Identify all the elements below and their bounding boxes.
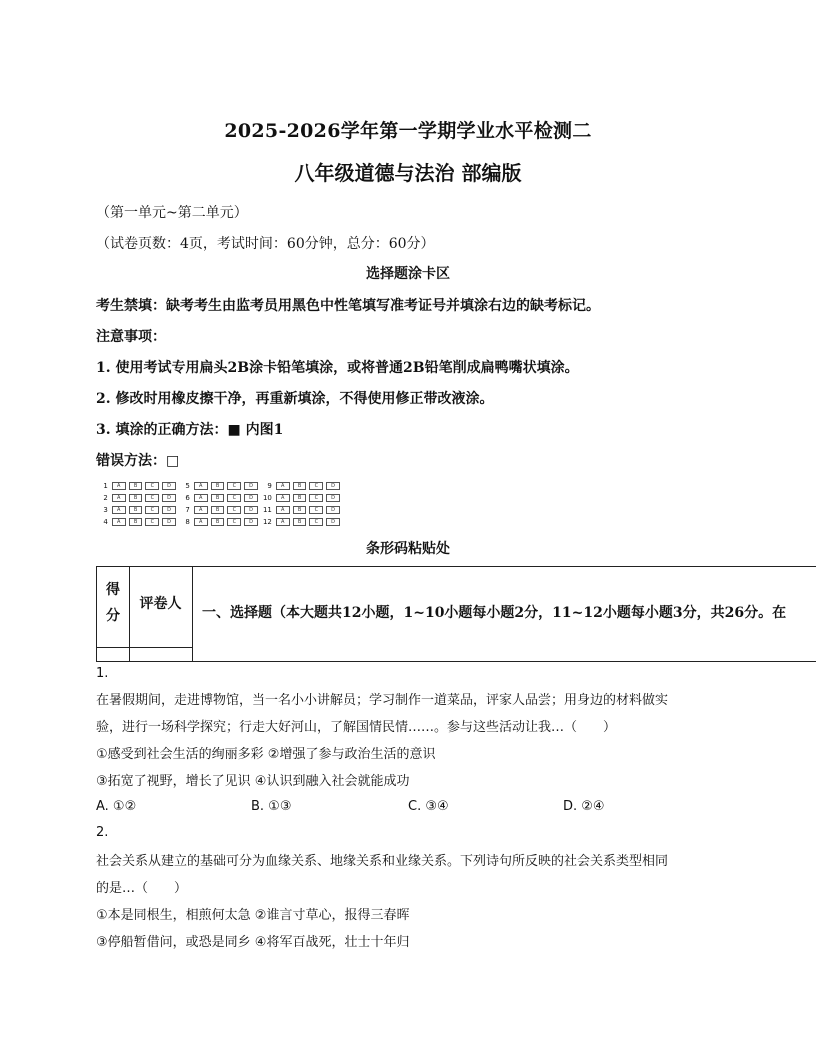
question-1-option-c[interactable]: C. ③④ [408, 799, 449, 814]
answer-bubble-a[interactable]: A [276, 518, 290, 526]
score-input-cell[interactable] [97, 648, 130, 662]
answer-bubble-d[interactable]: D [326, 506, 340, 514]
question-2-statement-1: ①本是同根生，相煎何太急 ②谁言寸草心，报得三春晖 [96, 908, 410, 923]
bubble-question-number: 10 [262, 493, 272, 502]
answer-bubble-c[interactable]: C [145, 482, 159, 490]
bubble-question [179, 482, 261, 490]
question-1-stem-line-2: 验，进行一场科学探究；行走大好河山，了解国情民情……。参与这些活动让我…（ ） [96, 720, 617, 735]
answer-bubble-c[interactable]: C [309, 494, 323, 502]
answer-bubble-b[interactable]: B [293, 494, 307, 502]
bubble-question-number: 9 [267, 481, 272, 490]
section-heading: 一、选择题（本大题共12小题，1~10小题每小题2分，11~12小题每小题3分，共26分。在 [202, 605, 787, 621]
barcode-label: 条形码粘贴处 [366, 541, 450, 557]
question-1-stem-line-1: 在暑假期间，走进博物馆，当一名小小讲解员；学习制作一道菜品，评家人品尝；用身边的材料做实 [96, 693, 669, 708]
question-1-option-d[interactable]: D. ②④ [563, 799, 605, 814]
bubble-grid-row [97, 480, 347, 491]
bubble-grid-row [97, 492, 347, 503]
bubble-question [261, 494, 343, 502]
answer-bubble-d[interactable]: D [162, 482, 176, 490]
bubble-question [97, 518, 179, 526]
bubble-question [261, 518, 343, 526]
answer-bubble-c[interactable]: C [145, 506, 159, 514]
answer-bubble-b[interactable]: B [129, 506, 143, 514]
bubble-question-number: 7 [185, 505, 190, 514]
answer-bubble-a[interactable]: A [112, 518, 126, 526]
question-2-statement-2: ③停船暂借问，或恐是同乡 ④将军百战死，壮士十年归 [96, 935, 410, 950]
bubble-question [261, 506, 343, 514]
bubble-question-number: 1 [103, 481, 108, 490]
wrong-method: 错误方法：□ [96, 453, 180, 469]
answer-bubble-c[interactable]: C [227, 482, 241, 490]
answer-bubble-b[interactable]: B [129, 482, 143, 490]
answer-bubble-b[interactable]: B [293, 506, 307, 514]
bubble-question-number: 12 [262, 517, 272, 526]
answer-bubble-d[interactable]: D [244, 494, 258, 502]
notes-title: 注意事项： [96, 329, 166, 345]
answer-area-label: 选择题涂卡区 [366, 266, 450, 282]
answer-bubble-b[interactable]: B [129, 518, 143, 526]
score-cell [97, 567, 130, 648]
answer-bubble-b[interactable]: B [211, 482, 225, 490]
absent-notice: 考生禁填：缺考考生由监考员用黑色中性笔填写准考证号并填涂右边的缺考标记。 [96, 298, 600, 314]
bubble-grid-row [97, 516, 347, 527]
bubble-question-number: 6 [185, 493, 190, 502]
note-1: 1. 使用考试专用扁头2B涂卡铅笔填涂，或将普通2B铅笔削成扁鸭嘴状填涂。 [96, 360, 579, 376]
question-2-stem-line-1: 社会关系从建立的基础可分为血缘关系、地缘关系和业缘关系。下列诗句所反映的社会关系类型相同 [96, 854, 669, 869]
answer-bubble-c[interactable]: C [145, 494, 159, 502]
exam-title: 2025-2026学年第一学期学业水平检测二 [224, 120, 592, 142]
grader-label: 评卷人 [139, 596, 182, 612]
bubble-question [179, 506, 261, 514]
answer-bubble-d[interactable]: D [162, 518, 176, 526]
bubble-question-number: 2 [103, 493, 108, 502]
answer-bubble-d[interactable]: D [326, 482, 340, 490]
answer-bubble-d[interactable]: D [244, 482, 258, 490]
question-1-option-a[interactable]: A. ①② [96, 799, 137, 814]
answer-bubble-c[interactable]: C [309, 518, 323, 526]
answer-bubble-d[interactable]: D [326, 518, 340, 526]
answer-bubble-a[interactable]: A [112, 482, 126, 490]
bubble-question [97, 494, 179, 502]
answer-bubble-a[interactable]: A [276, 494, 290, 502]
answer-bubble-a[interactable]: A [276, 482, 290, 490]
answer-bubble-c[interactable]: C [227, 494, 241, 502]
bubble-grid-row [97, 504, 347, 515]
answer-bubble-d[interactable]: D [326, 494, 340, 502]
answer-bubble-a[interactable]: A [194, 506, 208, 514]
answer-bubble-a[interactable]: A [276, 506, 290, 514]
note-3: 3. 填涂的正确方法：■ 内图1 [96, 422, 284, 438]
bubble-question [261, 482, 343, 490]
question-2-stem-line-2: 的是…（ ） [96, 881, 188, 896]
bubble-question [97, 482, 179, 490]
answer-bubble-b[interactable]: B [129, 494, 143, 502]
answer-bubble-b[interactable]: B [211, 506, 225, 514]
answer-bubble-c[interactable]: C [227, 506, 241, 514]
answer-bubble-a[interactable]: A [194, 482, 208, 490]
answer-bubble-d[interactable]: D [162, 494, 176, 502]
answer-bubble-c[interactable]: C [145, 518, 159, 526]
answer-bubble-c[interactable]: C [309, 506, 323, 514]
bubble-question-number: 4 [103, 517, 108, 526]
score-table [96, 566, 816, 662]
answer-bubble-b[interactable]: B [293, 518, 307, 526]
note-2: 2. 修改时用橡皮擦干净，再重新填涂，不得使用修正带改液涂。 [96, 391, 494, 407]
answer-bubble-b[interactable]: B [211, 518, 225, 526]
bubble-question [179, 494, 261, 502]
answer-bubble-b[interactable]: B [293, 482, 307, 490]
grader-input-cell[interactable] [129, 648, 193, 662]
bubble-question-number: 11 [262, 505, 272, 514]
question-1-statement-1: ①感受到社会生活的绚丽多彩 ②增强了参与政治生活的意识 [96, 747, 436, 762]
answer-bubble-c[interactable]: C [227, 518, 241, 526]
answer-bubble-b[interactable]: B [211, 494, 225, 502]
exam-subtitle: 八年级道德与法治 部编版 [294, 161, 522, 185]
bubble-question-number: 8 [185, 517, 190, 526]
exam-info: （试卷页数：4页，考试时间：60分钟，总分：60分） [96, 236, 435, 252]
bubble-question-number: 5 [185, 481, 190, 490]
exam-scope: （第一单元~第二单元） [96, 205, 248, 221]
answer-bubble-a[interactable]: A [194, 494, 208, 502]
answer-bubble-c[interactable]: C [309, 482, 323, 490]
grader-cell [129, 567, 193, 648]
question-1-number: 1. [96, 666, 109, 681]
answer-bubble-a[interactable]: A [112, 506, 126, 514]
answer-bubble-a[interactable]: A [194, 518, 208, 526]
answer-bubble-d[interactable]: D [162, 506, 176, 514]
question-1-statement-2: ③拓宽了视野，增长了见识 ④认识到融入社会就能成功 [96, 774, 410, 789]
bubble-question [179, 518, 261, 526]
answer-bubble-d[interactable]: D [244, 506, 258, 514]
bubble-question [97, 506, 179, 514]
bubble-answer-grid [97, 480, 347, 528]
score-label: 得分 [106, 582, 120, 624]
answer-bubble-d[interactable]: D [244, 518, 258, 526]
question-2-number: 2. [96, 825, 109, 840]
question-1-option-b[interactable]: B. ①③ [251, 799, 292, 814]
bubble-question-number: 3 [103, 505, 108, 514]
answer-bubble-a[interactable]: A [112, 494, 126, 502]
